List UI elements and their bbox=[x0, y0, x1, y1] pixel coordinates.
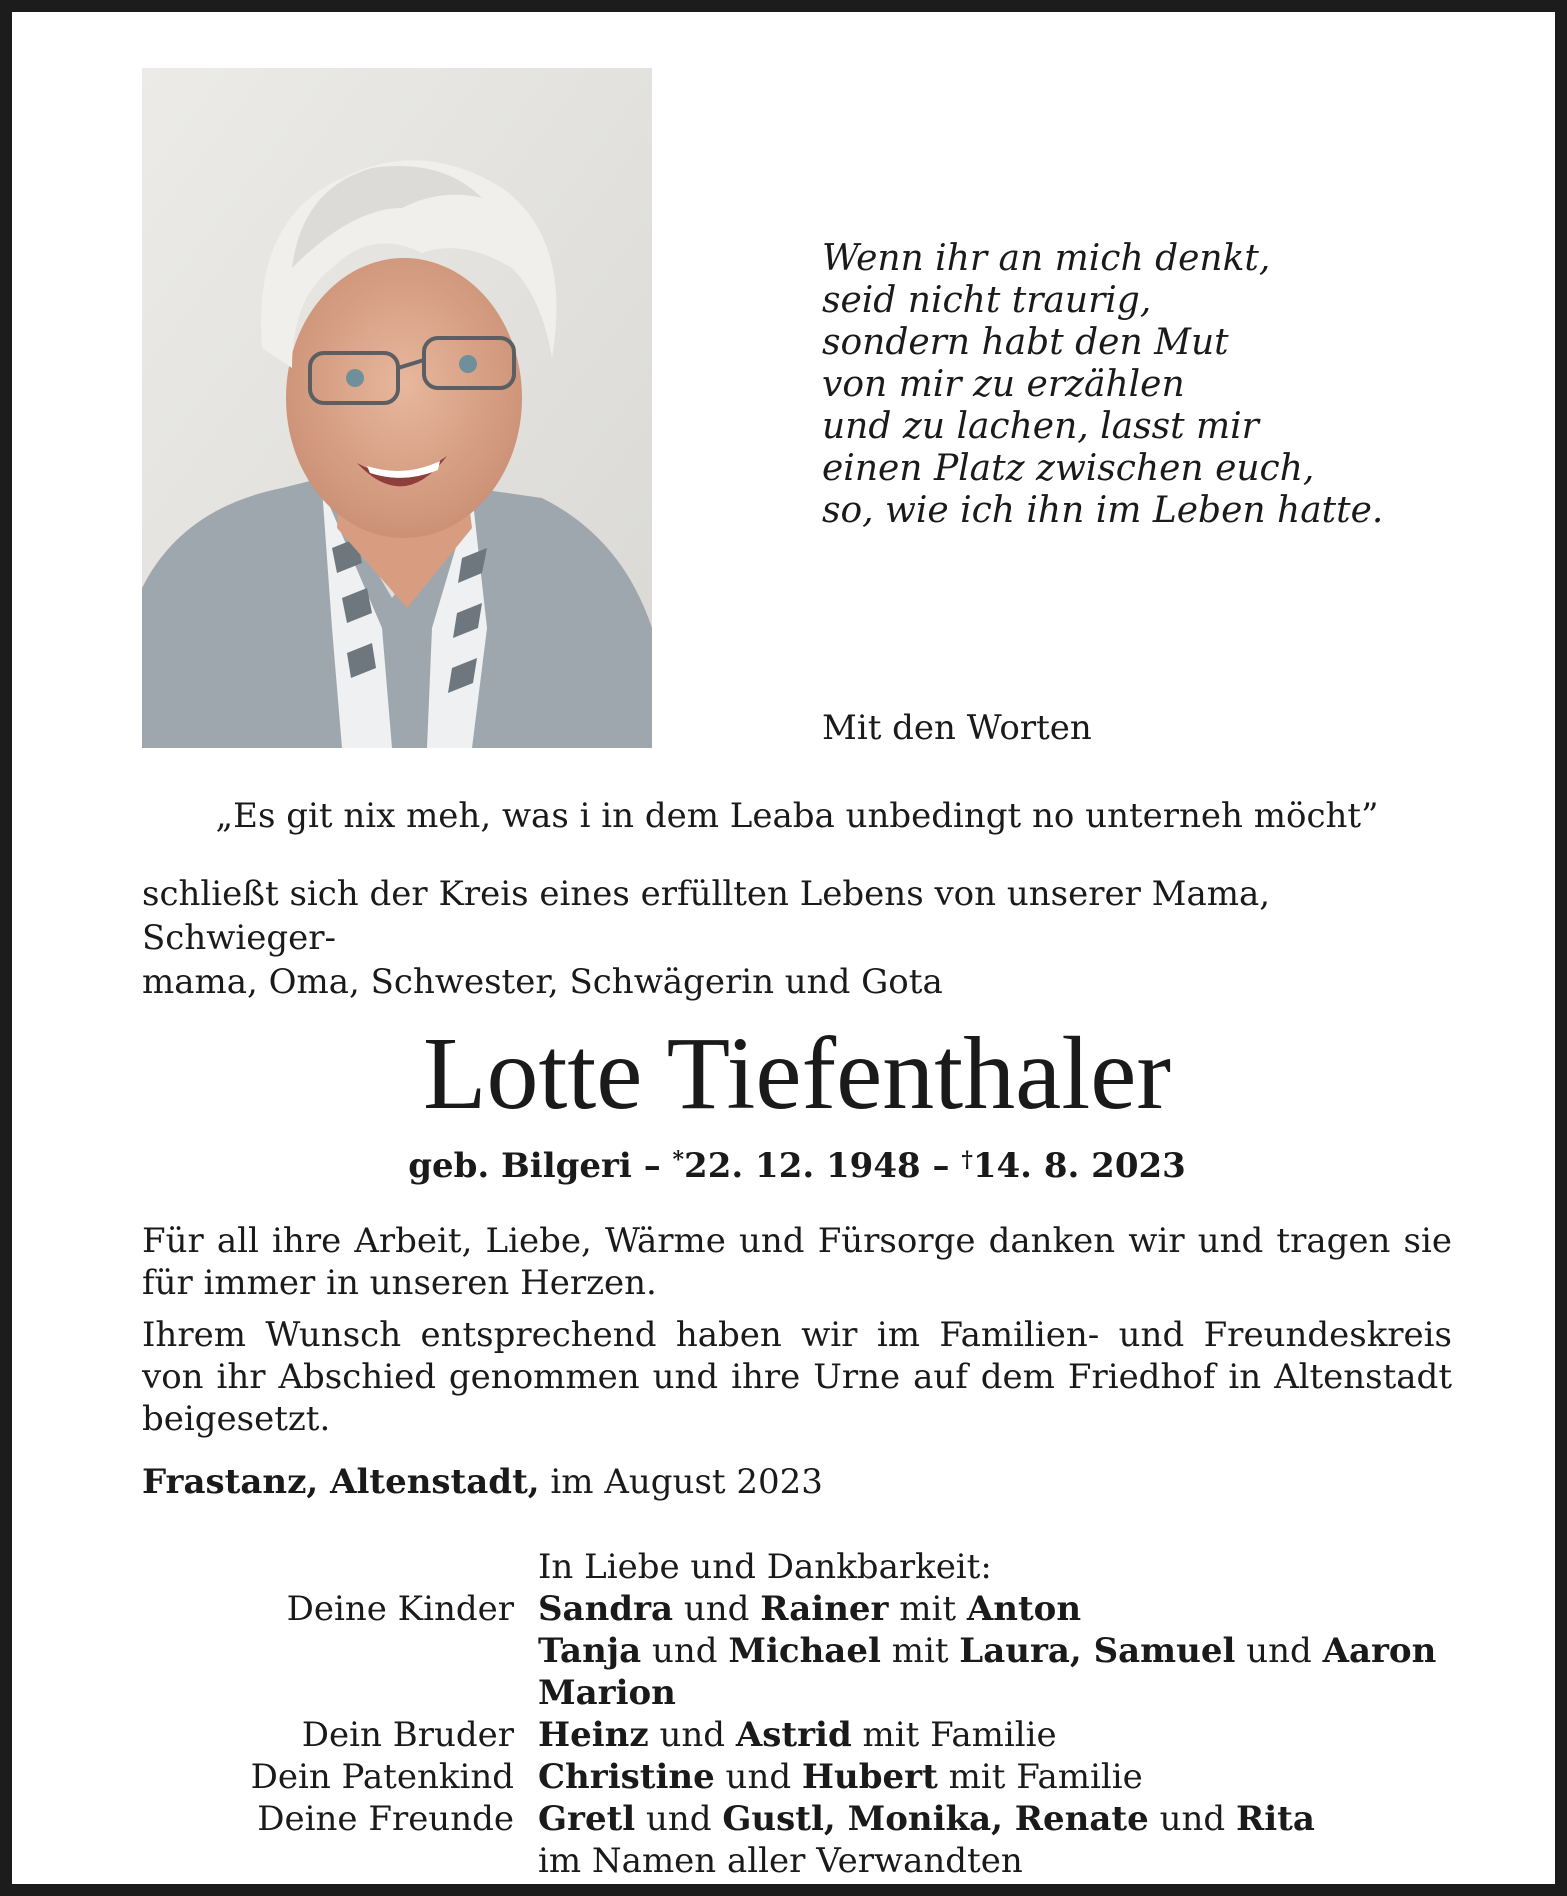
mourners-closing: im Namen aller Verwandten bbox=[538, 1841, 1023, 1881]
person-name: Rainer bbox=[760, 1589, 889, 1629]
connector: mit Familie bbox=[862, 1715, 1057, 1755]
poem-line: so, wie ich ihn im Leben hatte. bbox=[822, 490, 1384, 531]
maiden-name: geb. Bilgeri bbox=[408, 1146, 632, 1186]
connector: mit bbox=[891, 1631, 949, 1671]
place-month: im August 2023 bbox=[550, 1462, 823, 1502]
connector: und bbox=[683, 1589, 750, 1629]
person-name: Tanja bbox=[538, 1631, 642, 1671]
relation-names bbox=[538, 1672, 1452, 1714]
poem-line: von mir zu erzählen bbox=[822, 364, 1185, 405]
connector: mit bbox=[899, 1589, 957, 1629]
person-name: Sandra bbox=[538, 1589, 674, 1629]
person-name: Aaron bbox=[1322, 1631, 1437, 1671]
separator: – bbox=[643, 1146, 661, 1186]
poem-line: seid nicht traurig, bbox=[822, 280, 1152, 321]
person-name: Hubert bbox=[801, 1757, 938, 1797]
birth-mark: * bbox=[672, 1147, 685, 1173]
relation-label: Dein Patenkind bbox=[250, 1757, 514, 1797]
poem bbox=[822, 238, 1383, 532]
death-mark: † bbox=[961, 1147, 973, 1173]
thanks-paragraph: Ihrem Wunsch entsprechend haben wir im Familien- und Freundeskreis von ihr Abschied genommen und ihre Urne auf dem Friedhof in Altenstadt beigesetzt. bbox=[142, 1315, 1452, 1439]
mourners-row bbox=[142, 1672, 1452, 1714]
relation-label: Deine Kinder bbox=[286, 1589, 514, 1629]
deceased-name: Lotte Tiefenthaler bbox=[422, 1016, 1172, 1131]
mourners-list bbox=[142, 1546, 1452, 1882]
thanks-paragraph: Für all ihre Arbeit, Liebe, Wärme und Fürsorge danken wir und tragen sie für immer in unseren Herzen. bbox=[142, 1221, 1452, 1303]
mourners-row bbox=[142, 1630, 1452, 1672]
obituary-content bbox=[142, 56, 1452, 1881]
separator: – bbox=[932, 1146, 950, 1186]
connector: und bbox=[1159, 1799, 1226, 1839]
person-name: Michael bbox=[728, 1631, 881, 1671]
relation-label: Dein Bruder bbox=[301, 1715, 514, 1755]
death-date: 14. 8. 2023 bbox=[972, 1146, 1186, 1186]
relation-label: Deine Freunde bbox=[257, 1799, 514, 1839]
mourners-row bbox=[142, 1840, 1452, 1882]
person-name: Laura, Samuel bbox=[959, 1631, 1236, 1671]
poem-line: und zu lachen, lasst mir bbox=[822, 406, 1259, 447]
relation-names bbox=[538, 1798, 1452, 1840]
birth-date: 22. 12. 1948 bbox=[684, 1146, 921, 1186]
relation-names bbox=[538, 1588, 1452, 1630]
person-name: Rita bbox=[1235, 1799, 1315, 1839]
mourners-row bbox=[142, 1588, 1452, 1630]
thanks-text bbox=[142, 1220, 1452, 1450]
connector: mit Familie bbox=[948, 1757, 1143, 1797]
connector: und bbox=[1246, 1631, 1312, 1671]
portrait-photo bbox=[142, 68, 652, 748]
mourners-heading: In Liebe und Dankbarkeit: bbox=[538, 1547, 992, 1587]
quote: „Es git nix meh, was i in dem Leaba unbedingt no unterneh möcht” bbox=[215, 796, 1379, 836]
relation-names bbox=[538, 1756, 1452, 1798]
connector: und bbox=[646, 1799, 712, 1839]
relation-names bbox=[538, 1714, 1452, 1756]
poem-line: Wenn ihr an mich denkt, bbox=[822, 238, 1271, 279]
intro-text bbox=[142, 872, 1452, 1004]
connector: und bbox=[725, 1757, 792, 1797]
person-name: Astrid bbox=[735, 1715, 852, 1755]
person-name: Gretl bbox=[538, 1799, 636, 1839]
relation-names bbox=[538, 1630, 1452, 1672]
person-name: Gustl, Monika, Renate bbox=[722, 1799, 1149, 1839]
poem-line: sondern habt den Mut bbox=[822, 322, 1229, 363]
poem-line: einen Platz zwischen euch, bbox=[822, 448, 1315, 489]
connector: und bbox=[659, 1715, 726, 1755]
intro-text-line: mama, Oma, Schwester, Schwägerin und Gota bbox=[142, 962, 943, 1002]
life-dates bbox=[142, 1146, 1452, 1186]
mourners-heading-row bbox=[142, 1546, 1452, 1588]
connector: und bbox=[651, 1631, 718, 1671]
person-name: Christine bbox=[538, 1757, 715, 1797]
person-name: Anton bbox=[966, 1589, 1082, 1629]
place-location: Frastanz, Altenstadt, bbox=[142, 1462, 540, 1502]
mourners-row bbox=[142, 1714, 1452, 1756]
person-name: Marion bbox=[538, 1673, 676, 1713]
mourners-row bbox=[142, 1798, 1452, 1840]
intro-text-line: schließt sich der Kreis eines erfüllten Lebens von unserer Mama, Schwieger- bbox=[142, 874, 1271, 958]
intro-words: Mit den Worten bbox=[822, 708, 1092, 748]
place-date bbox=[142, 1462, 823, 1502]
person-name: Heinz bbox=[538, 1715, 649, 1755]
mourners-row bbox=[142, 1756, 1452, 1798]
